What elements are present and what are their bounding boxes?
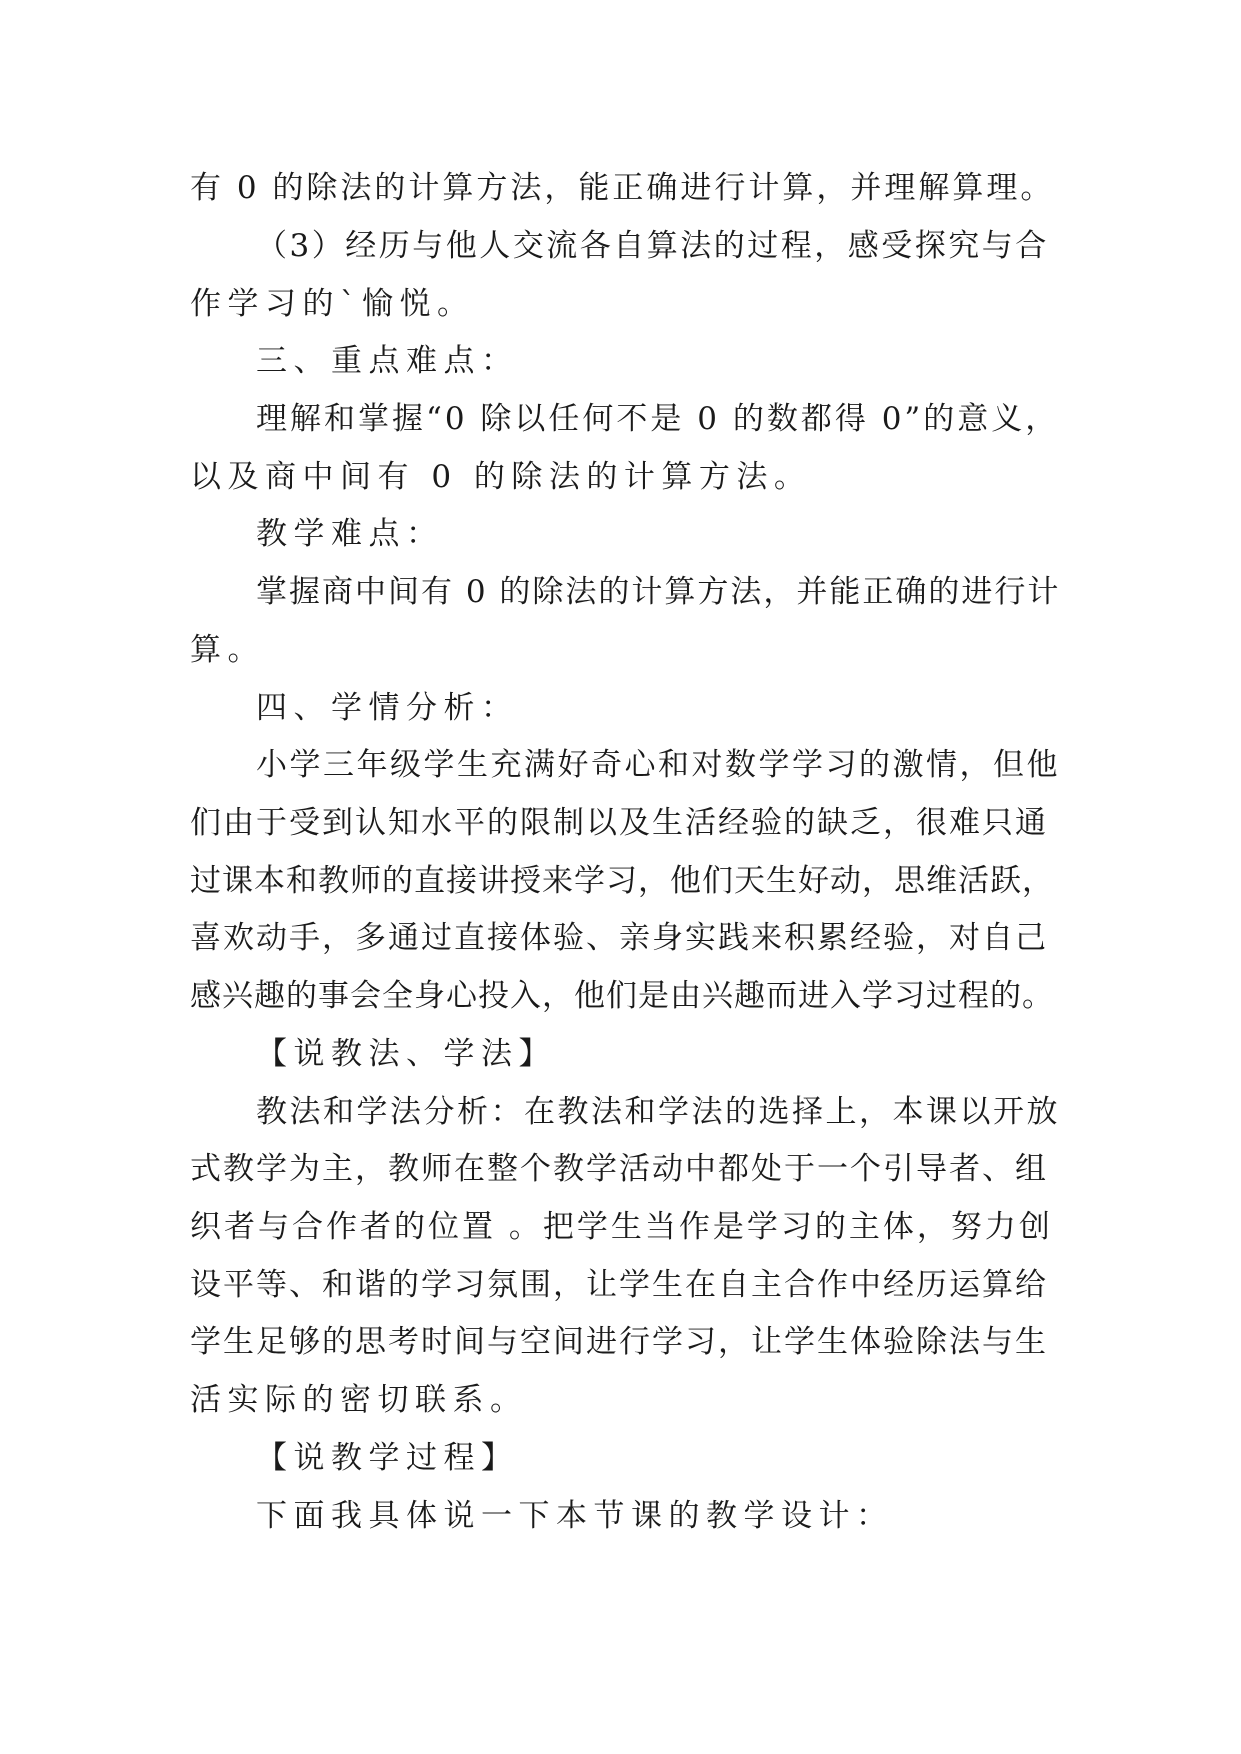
subsection-heading: 教学难点： — [256, 516, 444, 552]
text-line: 设平等、和谐的学习氛围，让学生在自主合作中经历运算给 — [190, 1267, 1048, 1303]
text-line: （3）经历与他人交流各自算法的过程，感受探究与合 — [256, 228, 1049, 264]
text-line: 掌握商中间有 0 的除法的计算方法，并能正确的进行计 — [256, 574, 1061, 610]
text-line: 式教学为主，教师在整个教学活动中都处于一个引导者、组 — [190, 1151, 1048, 1187]
section-heading: 三、重点难点： — [256, 343, 519, 379]
text-line: 活实际的密切联系。 — [190, 1382, 528, 1418]
section-heading: 四、学情分析： — [256, 690, 519, 726]
text-line: 理解和掌握“0 除以任何不是 0 的数都得 0”的意义， — [256, 401, 1060, 437]
text-line: 感兴趣的事会全身心投入，他们是由兴趣而进入学习过程的。 — [190, 978, 1054, 1014]
text-line: 小学三年级学生充满好奇心和对数学学习的激情，但他 — [256, 747, 1060, 783]
text-line: 们由于受到认知水平的限制以及生活经验的缺乏，很难只通 — [190, 805, 1048, 841]
text-line: 以及商中间有 0 的除法的计算方法。 — [190, 459, 812, 495]
text-line: 下面我具体说一下本节课的教学设计： — [256, 1498, 894, 1534]
text-line: 教法和学法分析：在教法和学法的选择上，本课以开放 — [256, 1094, 1060, 1130]
text-line: 喜欢动手，多通过直接体验、亲身实践来积累经验，对自己 — [190, 920, 1048, 956]
text-line: 算。 — [190, 632, 265, 668]
text-line: 学生足够的思考时间与空间进行学习，让学生体验除法与生 — [190, 1324, 1048, 1360]
text-line: 作学习的`愉悦。 — [190, 286, 475, 322]
text-line: 织者与合作者的位置 。把学生当作是学习的主体，努力创 — [190, 1209, 1053, 1245]
section-heading: 【说教法、学法】 — [256, 1036, 556, 1072]
text-line: 过课本和教师的直接讲授来学习，他们天生好动，思维活跃， — [190, 863, 1054, 899]
text-line: 有 0 的除法的计算方法，能正确进行计算，并理解算理。 — [190, 170, 1055, 206]
section-heading: 【说教学过程】 — [256, 1440, 519, 1476]
